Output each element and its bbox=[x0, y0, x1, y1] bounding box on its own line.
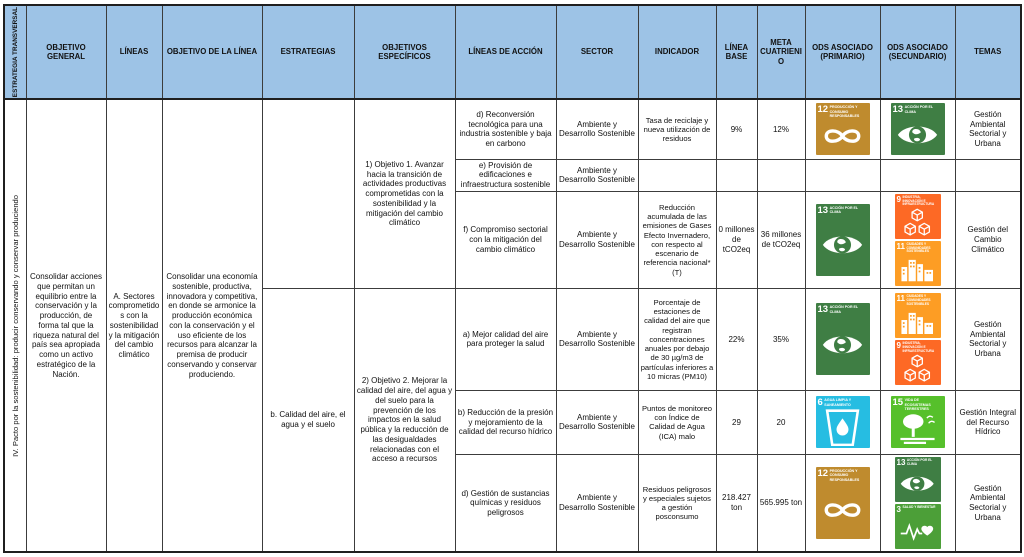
sdg-title: ACCIÓN POR EL CLIMA bbox=[904, 105, 934, 114]
sdg-title: ACCIÓN POR EL CLIMA bbox=[906, 458, 933, 466]
sdg-13-tile bbox=[895, 457, 941, 502]
cell-sector: Ambiente y Desarrollo Sostenible bbox=[556, 390, 638, 454]
sdg-buildings-icon bbox=[897, 307, 939, 338]
cell-ods-secundario bbox=[880, 191, 955, 288]
cell-estrategia-grupo2: b. Calidad del aire, el agua y el suelo bbox=[262, 288, 354, 552]
sdg-title: AGUA LIMPIA Y SANEAMIENTO bbox=[824, 398, 852, 407]
col-header-lineas-accion: LÍNEAS DE ACCIÓN bbox=[455, 5, 556, 99]
cell-temas: Gestión Ambiental Sectorial y Urbana bbox=[955, 99, 1021, 159]
col-header-indicador: INDICADOR bbox=[638, 5, 716, 99]
sdg-number: 12 bbox=[817, 104, 829, 116]
cell-temas: Gestión Ambiental Sectorial y Urbana bbox=[955, 288, 1021, 390]
col-header-sector: SECTOR bbox=[556, 5, 638, 99]
sdg-title: ACCIÓN POR EL CLIMA bbox=[829, 205, 859, 215]
sdg-number: 15 bbox=[892, 397, 904, 409]
cell-linea: A. Sectores comprometidos con la sostenibilidad y la mitigación del cambio climático bbox=[106, 99, 162, 552]
cell-sector: Ambiente y Desarrollo Sostenible bbox=[556, 159, 638, 191]
sdg-title: CIUDADES Y COMUNIDADES SOSTENIBLES bbox=[906, 241, 931, 254]
sdg-title: PRODUCCIÓN Y CONSUMO RESPONSABLES bbox=[829, 105, 860, 118]
cell-ods-primario bbox=[805, 454, 880, 552]
sdg-title: SALUD Y BIENESTAR bbox=[902, 505, 936, 510]
sdg-number: 11 bbox=[896, 294, 905, 304]
sdg-number: 12 bbox=[817, 468, 829, 480]
cell-indicador: Reducción acumulada de las emisiones de Gases Efecto Invernadero, con respecto al escenario de referencia nacional*(T) bbox=[638, 191, 716, 288]
cell-estrategia-grupo1 bbox=[262, 99, 354, 288]
cell-ods-primario bbox=[805, 159, 880, 191]
cell-estrategia-transversal: IV. Pacto por la sostenibilidad: producir conservando y conservar produciendo bbox=[4, 99, 26, 552]
sdg-number: 3 bbox=[896, 505, 901, 515]
cell-ods-primario bbox=[805, 99, 880, 159]
cell-objetivo-general: Consolidar acciones que permitan un equilibrio entre la conservación y la producción, de forma tal que la riqueza natural del país sea apropiada como un activo estratégico de la Nación. bbox=[26, 99, 106, 552]
sdg-title: INDUSTRIA, INNOVACIÓN E INFRAESTRUCTURA bbox=[902, 341, 935, 353]
col-header-estrategias: ESTRATEGIAS bbox=[262, 5, 354, 99]
cell-linea-base: 9% bbox=[716, 99, 757, 159]
sdg-13-tile bbox=[891, 103, 945, 155]
sdg-water-icon bbox=[818, 408, 868, 448]
table-row bbox=[4, 99, 1021, 159]
cell-ods-primario bbox=[805, 390, 880, 454]
col-header-linea-base: LÍNEA BASE bbox=[716, 5, 757, 99]
sdg-eye-icon bbox=[818, 215, 868, 275]
col-header-objetivos-especificos: OBJETIVOS ESPECÍFICOS bbox=[354, 5, 455, 99]
cell-meta: 36 millones de tCO2eq bbox=[757, 191, 805, 288]
sdg-12-tile bbox=[816, 103, 870, 155]
cell-indicador: Puntos de monitoreo con Índice de Calidad de Agua (ICA) malo bbox=[638, 390, 716, 454]
cell-linea-base: 29 bbox=[716, 390, 757, 454]
col-header-ods-secundario: ODS ASOCIADO (SECUNDARIO) bbox=[880, 5, 955, 99]
cell-objetivo-especifico-2: 2) Objetivo 2. Mejorar la calidad del aire, del agua y del suelo para la prevención de los impactos en la salud pública y la reducción de las desigualdades relacionadas con el acceso a recursos bbox=[354, 288, 455, 552]
cell-linea-base: 0 millones de tCO2eq bbox=[716, 191, 757, 288]
sdg-11-tile bbox=[895, 241, 941, 286]
sdg-number: 9 bbox=[896, 341, 901, 351]
sdg-heartbeat-icon bbox=[897, 514, 939, 548]
sdg-11-tile bbox=[895, 293, 941, 338]
cell-indicador: Tasa de reciclaje y nueva utilización de residuos bbox=[638, 99, 716, 159]
cell-linea-accion: f) Compromiso sectorial con la mitigación del cambio climático bbox=[455, 191, 556, 288]
sdg-eye-icon bbox=[818, 315, 868, 375]
cell-temas: Gestión Integral del Recurso Hídrico bbox=[955, 390, 1021, 454]
cell-linea-accion: d) Gestión de sustancias químicas y residuos peligrosos bbox=[455, 454, 556, 552]
col-header-objetivo-linea: OBJETIVO DE LA LÍNEA bbox=[162, 5, 262, 99]
cell-indicador: Porcentaje de estaciones de calidad del aire que registran concentraciones anuales por debajo de 30 µg/m3 de partículas inferiores a 10 micras (PM10) bbox=[638, 288, 716, 390]
sdg-tree-icon bbox=[893, 411, 943, 447]
pnd-sustainability-table bbox=[3, 4, 1022, 553]
cell-linea-accion: d) Reconversión tecnológica para una industria sostenible y baja en carbono bbox=[455, 99, 556, 159]
cell-linea-base: 218.427 ton bbox=[716, 454, 757, 552]
cell-linea-accion: b) Reducción de la presión y mejoramiento de la calidad del recurso hídrico bbox=[455, 390, 556, 454]
cell-meta: 12% bbox=[757, 99, 805, 159]
cell-meta: 20 bbox=[757, 390, 805, 454]
sdg-number: 13 bbox=[892, 104, 904, 116]
cell-linea-base bbox=[716, 159, 757, 191]
col-header-objetivo-general: OBJETIVO GENERAL bbox=[26, 5, 106, 99]
sdg-9-tile bbox=[895, 194, 941, 239]
cell-ods-primario bbox=[805, 191, 880, 288]
cell-ods-primario bbox=[805, 288, 880, 390]
cell-meta bbox=[757, 159, 805, 191]
sdg-number: 11 bbox=[896, 241, 905, 251]
cell-objetivo-especifico-1: 1) Objetivo 1. Avanzar hacia la transición de actividades productivas comprometidas con la sostenibilidad y la mitigación del cambio climático bbox=[354, 99, 455, 288]
sdg-buildings-icon bbox=[897, 254, 939, 285]
col-header-temas: TEMAS bbox=[955, 5, 1021, 99]
cell-ods-secundario bbox=[880, 99, 955, 159]
sdg-infinity-icon bbox=[818, 118, 868, 154]
sdg-title: CIUDADES Y COMUNIDADES SOSTENIBLES bbox=[906, 294, 931, 306]
cell-sector: Ambiente y Desarrollo Sostenible bbox=[556, 454, 638, 552]
cell-linea-accion: a) Mejor calidad del aire para proteger la salud bbox=[455, 288, 556, 390]
cell-temas: Gestión Ambiental Sectorial y Urbana bbox=[955, 454, 1021, 552]
sdg-number: 13 bbox=[817, 304, 829, 316]
cell-ods-secundario bbox=[880, 454, 955, 552]
sdg-title: PRODUCCIÓN Y CONSUMO RESPONSABLES bbox=[829, 469, 860, 482]
col-header-estrategia-transversal: ESTRATEGIA TRANSVERSAL bbox=[4, 5, 26, 99]
cell-linea-accion: e) Provisión de edificaciones e infraestructura sostenible bbox=[455, 159, 556, 191]
cell-meta: 35% bbox=[757, 288, 805, 390]
sdg-eye-icon bbox=[897, 467, 939, 501]
sdg-13-tile bbox=[816, 204, 870, 276]
sdg-infinity-icon bbox=[818, 482, 868, 538]
cell-temas: Gestión del Cambio Climático bbox=[955, 191, 1021, 288]
sdg-cubes-icon bbox=[897, 207, 939, 238]
sdg-title: VIDA DE ECOSISTEMAS TERRESTRES bbox=[904, 398, 931, 411]
cell-objetivo-linea: Consolidar una economía sostenible, productiva, innovadora y competitiva, en donde se armonice la producción económica con la conservación y el uso eficiente de los recursos para alcanzar la premisa de producir conservando y conservar produciendo. bbox=[162, 99, 262, 552]
cell-ods-secundario bbox=[880, 288, 955, 390]
sdg-number: 13 bbox=[896, 458, 906, 468]
sdg-9-tile bbox=[895, 340, 941, 385]
sdg-13-tile bbox=[816, 303, 870, 375]
sdg-number: 6 bbox=[817, 397, 823, 409]
cell-ods-secundario bbox=[880, 390, 955, 454]
cell-indicador: Residuos peligrosos y especiales sujetos a gestión posconsumo bbox=[638, 454, 716, 552]
cell-ods-secundario bbox=[880, 159, 955, 191]
sdg-title: ACCIÓN POR EL CLIMA bbox=[829, 305, 859, 314]
sdg-3-tile bbox=[895, 504, 941, 549]
sdg-cubes-icon bbox=[897, 354, 939, 385]
sdg-6-tile bbox=[816, 396, 870, 448]
cell-sector: Ambiente y Desarrollo Sostenible bbox=[556, 99, 638, 159]
sdg-12-tile bbox=[816, 467, 870, 539]
col-header-ods-primario: ODS ASOCIADO (PRIMARIO) bbox=[805, 5, 880, 99]
sdg-number: 13 bbox=[817, 204, 829, 216]
cell-sector: Ambiente y Desarrollo Sostenible bbox=[556, 288, 638, 390]
cell-temas bbox=[955, 159, 1021, 191]
col-header-lineas: LÍNEAS bbox=[106, 5, 162, 99]
sdg-eye-icon bbox=[893, 115, 943, 155]
cell-indicador bbox=[638, 159, 716, 191]
header-row bbox=[4, 5, 1021, 99]
cell-sector: Ambiente y Desarrollo Sostenible bbox=[556, 191, 638, 288]
sdg-number: 9 bbox=[896, 194, 901, 204]
col-header-meta-cuatrienio: META CUATRIENIO bbox=[757, 5, 805, 99]
sdg-15-tile bbox=[891, 396, 945, 448]
cell-meta: 565.995 ton bbox=[757, 454, 805, 552]
cell-linea-base: 22% bbox=[716, 288, 757, 390]
sdg-title: INDUSTRIA, INNOVACIÓN E INFRAESTRUCTURA bbox=[902, 194, 935, 207]
